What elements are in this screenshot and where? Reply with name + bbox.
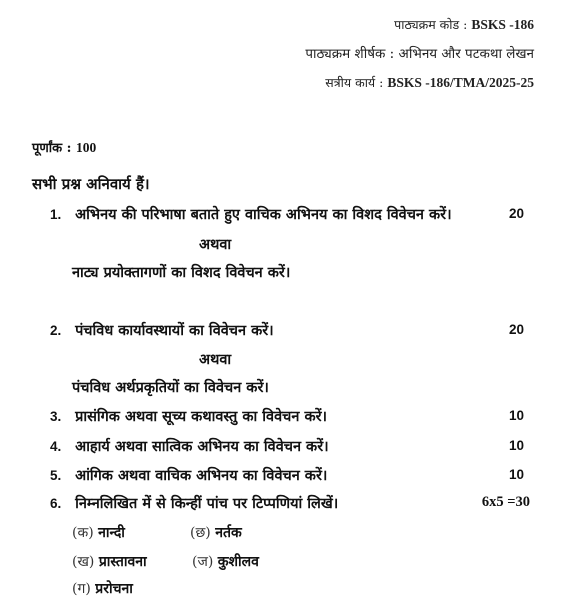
question-4-marks: 10 [508,438,524,453]
course-title: अभिनय और पटकथा लेखन [398,46,534,62]
question-6 [50,493,338,513]
question-1-alt: नाट्य प्रयोक्तागणों का विशद विवेचन करें। [72,264,291,281]
option-label: (क) [72,525,94,541]
assignment-code: BSKS -186/TMA/2025-25 [387,75,534,90]
option-ja [192,552,259,571]
question-2 [50,320,274,340]
option-label: (ख) [72,554,95,570]
course-title-label: पाठ्यक्रम शीर्षक : [305,46,395,62]
instruction-text: सभी प्रश्न अनिवार्य हैं। [32,175,150,193]
question-text: प्रासंगिक अथवा सूच्य कथावस्तु का विवेचन करें। [75,408,328,425]
question-5 [50,465,327,485]
question-number: 3. [50,409,62,424]
question-5-marks: 10 [508,467,524,482]
question-text: पंचविध कार्यावस्थायों का विवेचन करें। [75,322,274,339]
question-text: अभिनय की परिभाषा बताते हुए वाचिक अभिनय का विशद विवेचन करें। [75,206,452,223]
question-6-marks: 6x5 =30 [481,494,530,510]
option-ga [72,579,133,598]
course-code-line [394,16,534,33]
option-text: नर्तक [215,525,242,541]
option-chha [190,523,242,542]
course-code-label: पाठ्यक्रम कोड : [394,17,468,32]
or-separator: अथवा [199,236,232,253]
question-2-marks: 20 [508,322,524,337]
question-number: 2. [50,323,62,338]
total-marks [32,138,96,156]
question-number: 5. [50,468,62,483]
option-text: प्रास्तावना [98,554,147,570]
question-1-marks: 20 [508,206,524,221]
option-label: (ज) [192,554,214,570]
option-text: प्ररोचना [95,581,133,597]
option-text: कुशीलव [217,554,259,570]
assignment-label: सत्रीय कार्य : [325,75,384,90]
question-number: 4. [50,439,62,454]
question-3-marks: 10 [508,408,524,423]
question-text: आहार्य अथवा सात्विक अभिनय का विवेचन करें। [75,438,329,455]
question-number: 1. [50,207,62,222]
question-number: 6. [50,496,62,511]
assignment-line [325,74,534,91]
course-code: BSKS -186 [471,17,534,32]
total-marks-value: 100 [76,140,97,155]
question-3 [50,406,327,426]
course-title-line [305,44,534,62]
question-text: निम्नलिखित में से किन्हीं पांच पर टिप्पणियां लिखें। [75,495,339,512]
option-label: (छ) [190,525,211,541]
total-marks-label: पूर्णांक : [32,141,72,156]
question-text: आंगिक अथवा वाचिक अभिनय का विवेचन करें। [75,467,328,484]
option-text: नान्दी [98,525,125,541]
question-1 [50,204,452,224]
option-kha [72,552,147,571]
option-ka [72,523,125,542]
or-separator: अथवा [199,351,232,368]
question-2-alt: पंचविध अर्थप्रकृतियों का विवेचन करें। [72,379,269,396]
option-label: (ग) [72,581,91,597]
question-4 [50,436,329,456]
